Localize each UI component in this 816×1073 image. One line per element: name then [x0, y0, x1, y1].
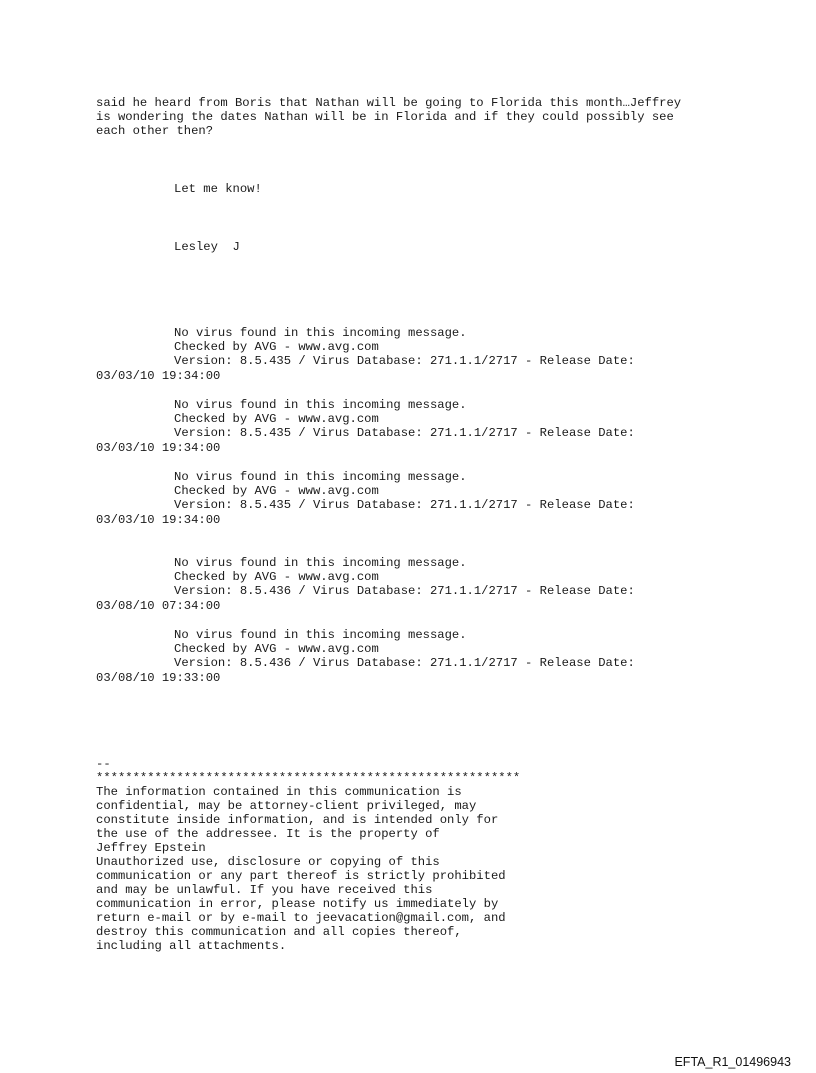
- disclaimer-line: constitute inside information, and is intended only for: [96, 813, 499, 827]
- disclaimer-line: communication or any part thereof is strictly prohibited: [96, 869, 506, 883]
- disclaimer-line: including all attachments.: [96, 939, 287, 953]
- virus-notice-date: 03/08/10 19:33:00: [96, 671, 221, 685]
- virus-notice-line: Version: 8.5.435 / Virus Database: 271.1.1/2717 - Release Date:: [174, 426, 635, 440]
- virus-notice-line: No virus found in this incoming message.: [174, 556, 467, 570]
- body-text-line: said he heard from Boris that Nathan will be going to Florida this month…Jeffrey: [96, 96, 682, 110]
- disclaimer-line: and may be unlawful. If you have received this: [96, 883, 433, 897]
- virus-notice-line: No virus found in this incoming message.: [174, 470, 467, 484]
- disclaimer-line: the use of the addressee. It is the property of: [96, 827, 440, 841]
- virus-notice-line: Checked by AVG - www.avg.com: [174, 412, 379, 426]
- disclaimer-line: destroy this communication and all copies thereof,: [96, 925, 462, 939]
- virus-notice-date: 03/03/10 19:34:00: [96, 369, 221, 383]
- virus-notice-line: Checked by AVG - www.avg.com: [174, 484, 379, 498]
- signature-text: Lesley J: [174, 240, 240, 254]
- let-me-know-text: Let me know!: [174, 182, 262, 196]
- virus-notice-line: No virus found in this incoming message.: [174, 628, 467, 642]
- virus-notice-date: 03/03/10 19:34:00: [96, 441, 221, 455]
- virus-notice-date: 03/08/10 07:34:00: [96, 599, 221, 613]
- disclaimer-line: The information contained in this communication is: [96, 785, 462, 799]
- virus-notice-line: Version: 8.5.435 / Virus Database: 271.1.1/2717 - Release Date:: [174, 498, 635, 512]
- virus-notice-line: No virus found in this incoming message.: [174, 326, 467, 340]
- virus-notice-line: Checked by AVG - www.avg.com: [174, 340, 379, 354]
- body-text-line: is wondering the dates Nathan will be in Florida and if they could possibly see: [96, 110, 674, 124]
- virus-notice-line: No virus found in this incoming message.: [174, 398, 467, 412]
- disclaimer-line: Unauthorized use, disclosure or copying of this: [96, 855, 440, 869]
- disclaimer-star-rule: **********************************************************: [96, 771, 521, 785]
- disclaimer-line: communication in error, please notify us immediately by: [96, 897, 499, 911]
- virus-notice-date: 03/03/10 19:34:00: [96, 513, 221, 527]
- virus-notice-line: Version: 8.5.436 / Virus Database: 271.1.1/2717 - Release Date:: [174, 584, 635, 598]
- disclaimer-line: return e-mail or by e-mail to jeevacation@gmail.com, and: [96, 911, 506, 925]
- body-text-line: each other then?: [96, 124, 214, 138]
- disclaimer-line: Jeffrey Epstein: [96, 841, 206, 855]
- virus-notice-line: Checked by AVG - www.avg.com: [174, 642, 379, 656]
- document-id: EFTA_R1_01496943: [674, 1055, 791, 1069]
- virus-notice-line: Version: 8.5.435 / Virus Database: 271.1.1/2717 - Release Date:: [174, 354, 635, 368]
- disclaimer-line: confidential, may be attorney-client privileged, may: [96, 799, 477, 813]
- virus-notice-line: Version: 8.5.436 / Virus Database: 271.1.1/2717 - Release Date:: [174, 656, 635, 670]
- signature-separator: --: [96, 757, 111, 771]
- virus-notice-line: Checked by AVG - www.avg.com: [174, 570, 379, 584]
